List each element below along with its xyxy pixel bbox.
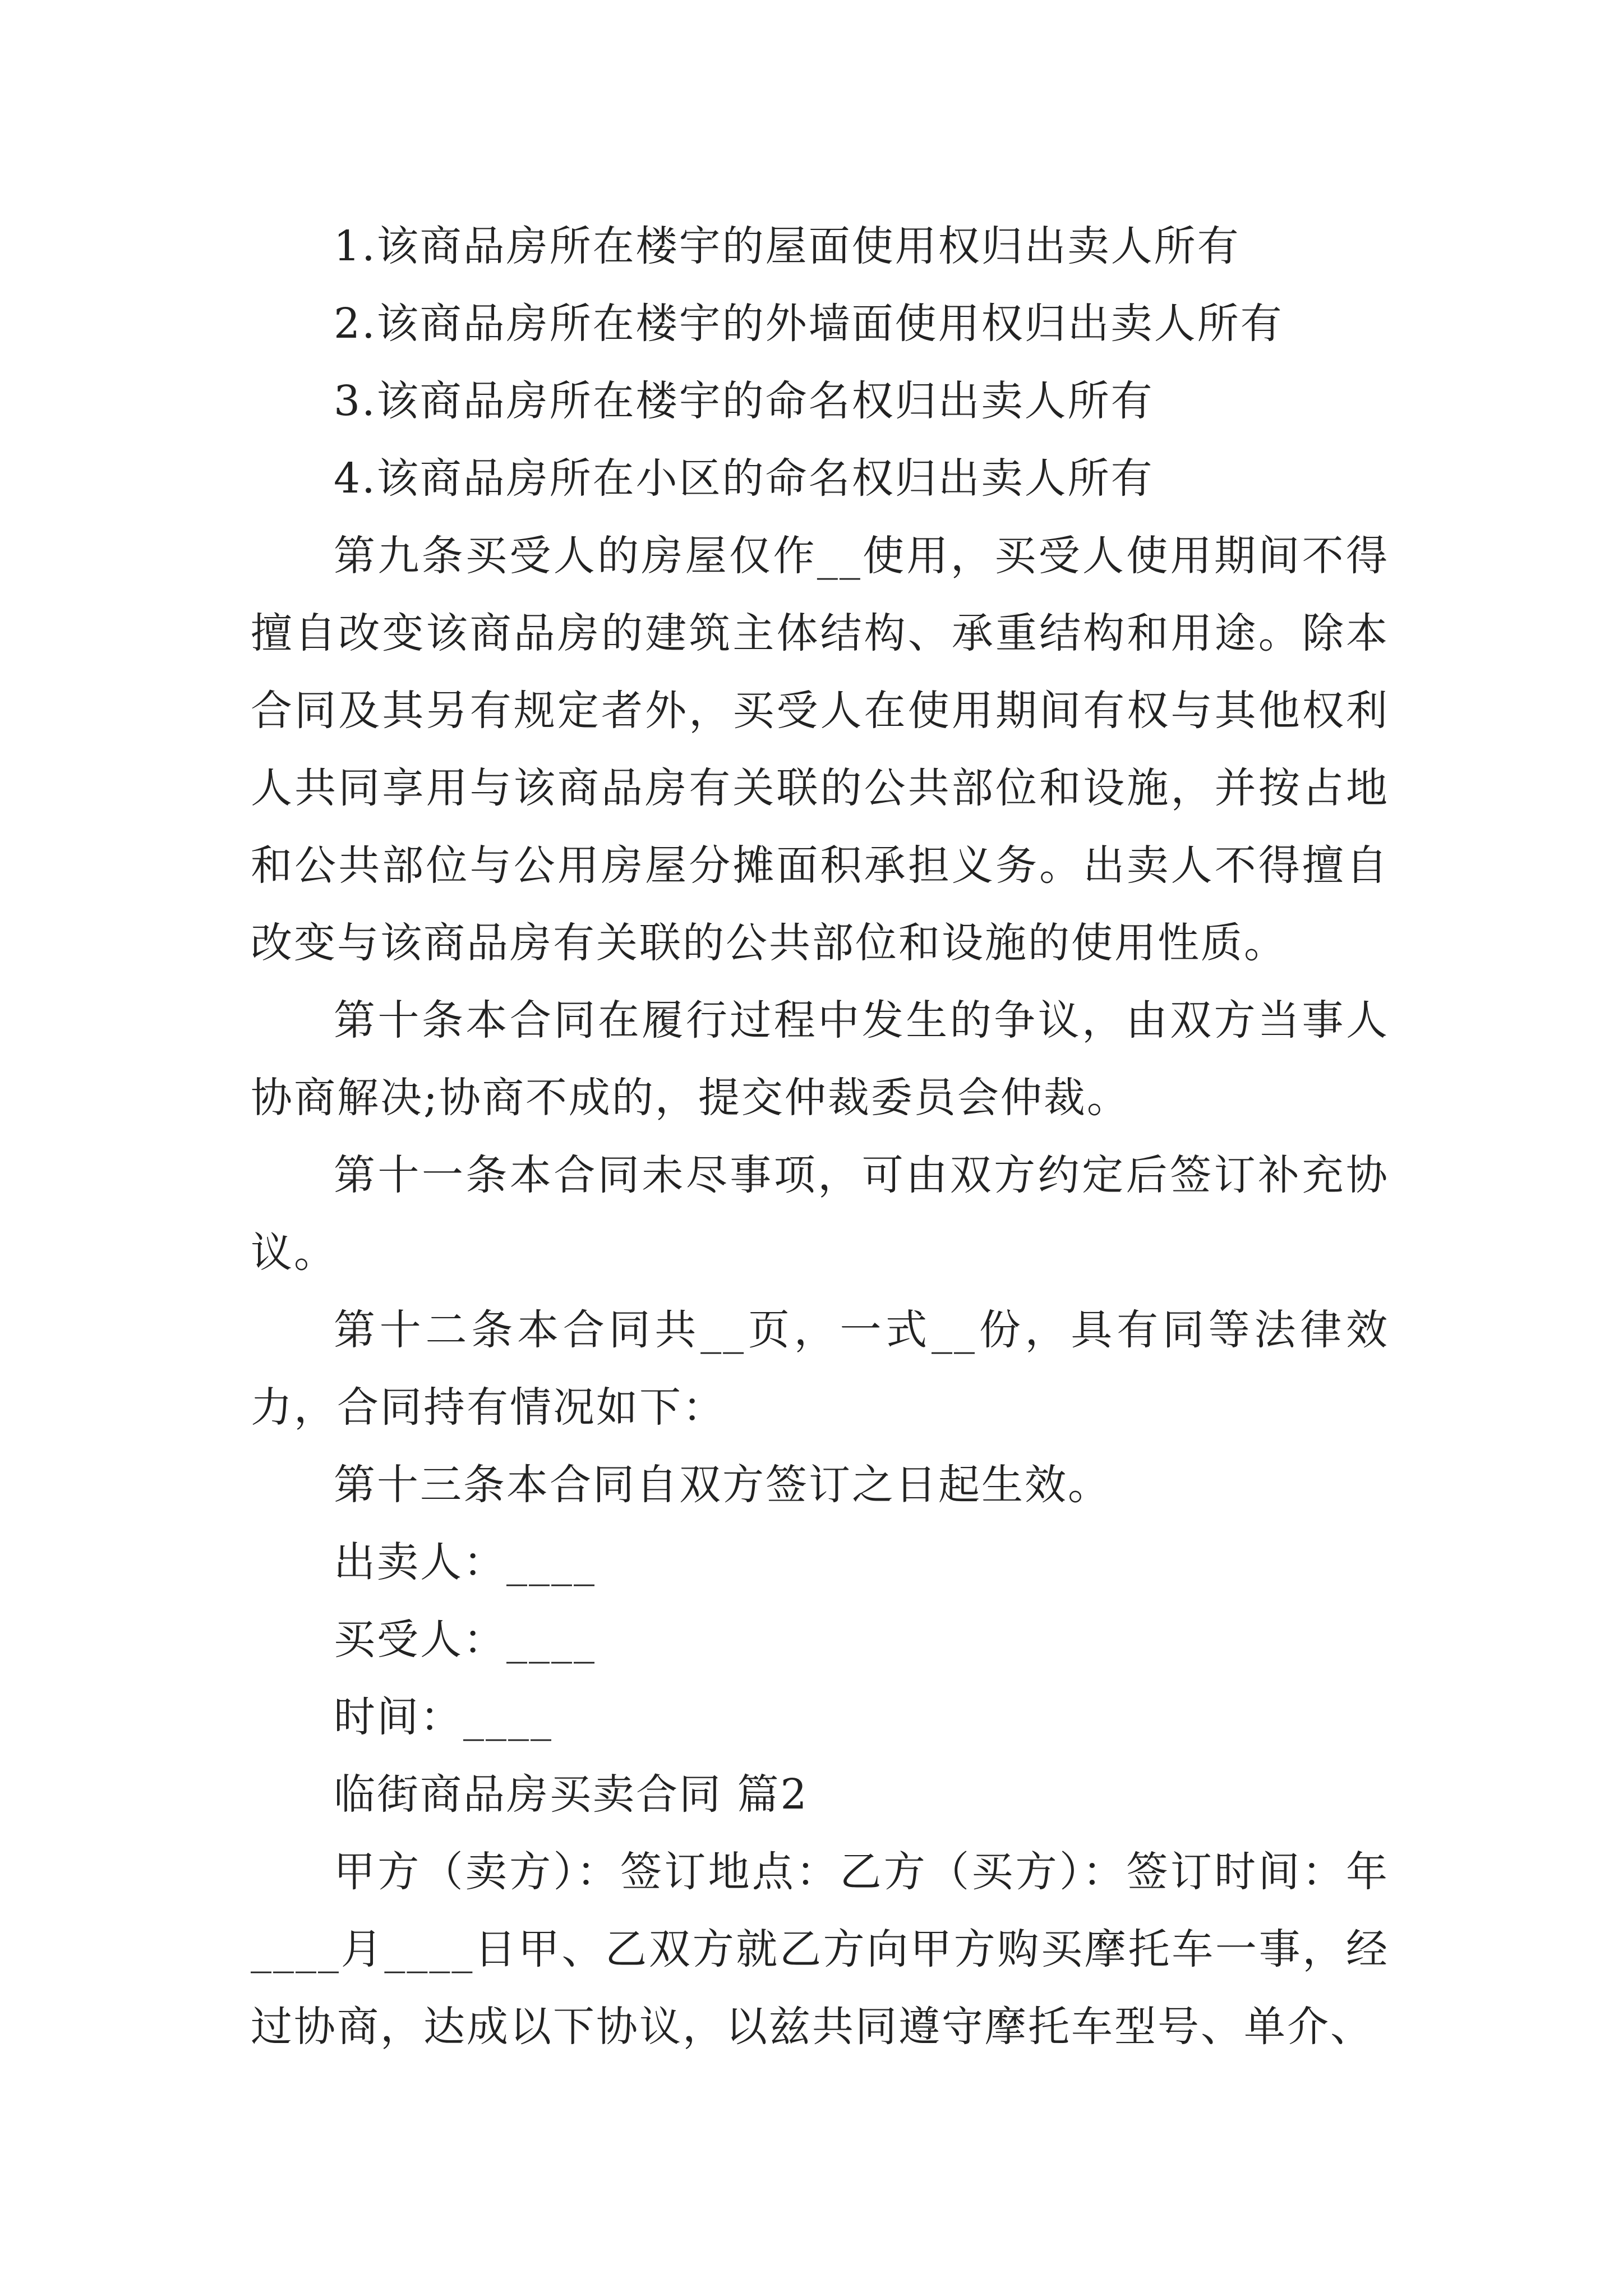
article-9: 第九条买受人的房屋仅作__使用，买受人使用期间不得擅自改变该商品房的建筑主体结构、承重结构和用途。除本合同及其另有规定者外，买受人在使用期间有权与其他权利人共同享用与该商品房有关联的公共部位和设施，并按占地和公共部位与公用房屋分摊面积承担义务。出卖人不得擅自改变与该商品房有关联的公共部位和设施的使用性质。 [251, 532, 1389, 967]
clause-item-3: 3.该商品房所在楼宇的命名权归出卖人所有 [334, 377, 1154, 425]
contract-intro: 甲方（卖方）：签订地点：乙方（买方）：签订时间：年____月____日甲、乙双方就乙方向甲方购买摩托车一事，经过协商，达成以下协议，以兹共同遵守摩托车型号、单介、 [251, 1848, 1389, 2051]
article-12: 第十二条本合同共__页，一式__份，具有同等法律效力，合同持有情况如下： [251, 1306, 1389, 1432]
article-13: 第十三条本合同自双方签订之日起生效。 [334, 1461, 1111, 1509]
article-10: 第十条本合同在履行过程中发生的争议，由双方当事人协商解决;协商不成的，提交仲裁委员会仲裁。 [251, 996, 1389, 1122]
buyer-signature-line: 买受人：____ [334, 1616, 596, 1664]
date-line: 时间：____ [334, 1693, 553, 1741]
clause-item-1: 1.该商品房所在楼宇的屋面使用权归出卖人所有 [334, 222, 1241, 270]
section-title: 临街商品房买卖合同 篇2 [334, 1770, 809, 1819]
seller-signature-line: 出卖人：____ [334, 1538, 596, 1586]
clause-item-4: 4.该商品房所在小区的命名权归出卖人所有 [334, 454, 1154, 503]
article-11: 第十一条本合同未尽事项，可由双方约定后签订补充协议。 [251, 1151, 1389, 1277]
clause-item-2: 2.该商品房所在楼宇的外墙面使用权归出卖人所有 [334, 300, 1284, 348]
document-body [251, 208, 1389, 2065]
